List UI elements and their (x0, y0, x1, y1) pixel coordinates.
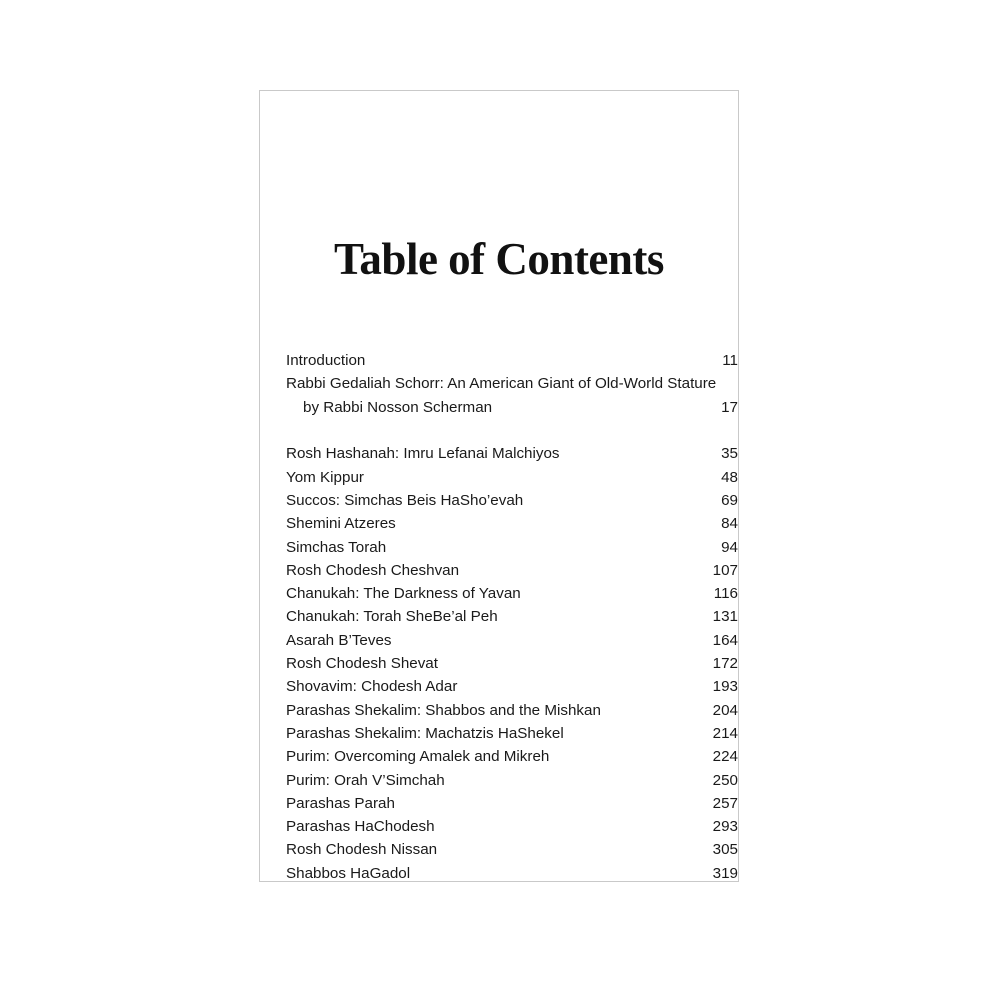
toc-entry-page: 69 (721, 491, 738, 509)
toc-entry (286, 769, 738, 792)
toc-entry-label: Chanukah: Torah SheBe’al Peh (286, 608, 498, 626)
toc-entry (286, 512, 738, 535)
toc-entry-label: Parashas Shekalim: Machatzis HaShekel (286, 724, 564, 742)
table-of-contents (286, 349, 738, 882)
toc-entry (286, 466, 738, 489)
toc-entry (286, 675, 738, 698)
toc-entry-page: 84 (721, 515, 738, 533)
toc-entry (286, 629, 738, 652)
toc-entry (286, 699, 738, 722)
toc-entry (286, 559, 738, 582)
toc-entry-introduction (286, 349, 738, 372)
toc-entry-page: 17 (721, 398, 738, 416)
toc-entry-page: 224 (712, 748, 738, 766)
toc-entry (286, 862, 738, 882)
toc-entry-page: 193 (712, 678, 738, 696)
toc-entry-label: Shovavim: Chodesh Adar (286, 678, 458, 696)
toc-entry-label: Succos: Simchas Beis HaSho’evah (286, 491, 524, 509)
toc-entry-label: Chanukah: The Darkness of Yavan (286, 585, 521, 603)
toc-entry-label: Rosh Chodesh Nissan (286, 841, 438, 859)
toc-entry-label: Parashas Shekalim: Shabbos and the Mishkan (286, 701, 601, 719)
toc-entry-biography-title (286, 372, 738, 395)
toc-entry-page: 293 (712, 818, 738, 836)
toc-entry-page: 204 (712, 701, 738, 719)
toc-entry-label: Introduction (286, 352, 366, 369)
toc-entry (286, 722, 738, 745)
page-title: Table of Contents (334, 234, 664, 284)
toc-entry-label: Rosh Chodesh Cheshvan (286, 561, 460, 579)
toc-entry (286, 442, 738, 465)
toc-entry-label: Yom Kippur (286, 468, 364, 486)
toc-entry-label: Parashas Parah (286, 794, 395, 812)
toc-entry-page: 319 (712, 864, 738, 882)
toc-entry (286, 838, 738, 861)
toc-entry (286, 792, 738, 815)
toc-entry (286, 536, 738, 559)
toc-entry-page: 257 (712, 794, 738, 812)
toc-entry-page: 250 (712, 771, 738, 789)
toc-entry (286, 605, 738, 628)
toc-entry-label: Purim: Overcoming Amalek and Mikreh (286, 748, 550, 766)
toc-entry-page: 305 (712, 841, 738, 859)
toc-entry-label: Rosh Chodesh Shevat (286, 655, 438, 673)
toc-entry-page: 35 (721, 445, 738, 463)
toc-entry-page: 107 (712, 561, 738, 579)
toc-entry-label: by Rabbi Nosson Scherman (303, 398, 493, 416)
toc-entry-page: 48 (721, 468, 738, 486)
toc-entry (286, 745, 738, 768)
toc-entry-label: Shemini Atzeres (286, 515, 396, 533)
toc-entry-biography-author (286, 396, 738, 419)
toc-entry-label: Rosh Hashanah: Imru Lefanai Malchiyos (286, 445, 560, 463)
section-gap (286, 419, 738, 443)
toc-entry-label: Simchas Torah (286, 538, 387, 556)
toc-entry (286, 815, 738, 838)
toc-entry-label: Asarah B’Teves (286, 631, 392, 649)
toc-entry-label: Purim: Orah V’Simchah (286, 771, 445, 789)
toc-entry (286, 582, 738, 605)
toc-entry-label: Parashas HaChodesh (286, 818, 435, 836)
toc-entry-page: 131 (712, 608, 738, 626)
chapter-list (286, 442, 738, 882)
toc-entry-page: 214 (712, 724, 738, 742)
toc-entry-label: Rabbi Gedaliah Schorr: An American Giant of Old-World Stature (286, 375, 717, 393)
toc-entry-page: 116 (713, 585, 738, 603)
toc-entry (286, 489, 738, 512)
toc-entry-page: 94 (721, 538, 738, 556)
toc-entry-page: 11 (722, 352, 738, 369)
toc-entry (286, 652, 738, 675)
toc-entry-page: 172 (712, 655, 738, 673)
toc-entry-label: Shabbos HaGadol (286, 864, 411, 882)
book-page (259, 90, 739, 882)
toc-entry-page: 164 (712, 631, 738, 649)
